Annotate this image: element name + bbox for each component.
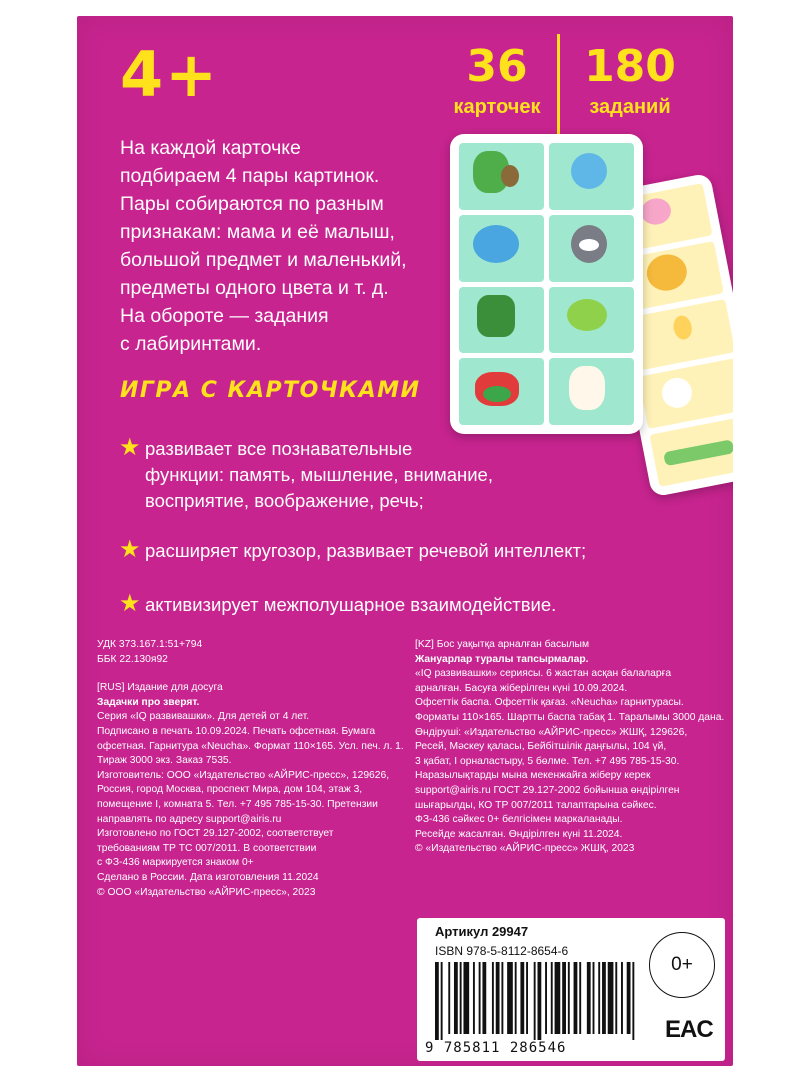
- feature-line: развивает все познавательные: [145, 438, 413, 459]
- star-icon: ★: [119, 434, 141, 461]
- intro-line: признакам: мама и её малыш,: [120, 221, 395, 243]
- intro-line: большой предмет и маленький,: [120, 249, 407, 271]
- imprint-line: Ресей, Мәскеу қаласы, Бейбітшілік даңғылы, 104 үй,: [415, 741, 667, 753]
- imprint-title: Жануарлар туралы тапсырмалар.: [415, 653, 589, 665]
- imprint-line: шығарылды, КО ТР 007/2011 талаптарына сәйкес.: [415, 799, 657, 811]
- eac-mark: EAC: [665, 1016, 713, 1043]
- intro-line: На обороте — задания: [120, 305, 329, 327]
- imprint-line: направлять по адресу support@airis.ru: [97, 813, 282, 825]
- imprint-line: Сделано в России. Дата изготовления 11.2024: [97, 871, 319, 883]
- imprint-kazakh: [415, 638, 724, 857]
- article-number: Артикул 29947: [435, 924, 529, 939]
- imprint-line: © «Издательство «АЙРИС-пресс» ЖШҚ, 2023: [415, 843, 635, 855]
- imprint-line: Ресейде жасалған. Өндірілген күні 11.2024.: [415, 828, 623, 840]
- imprint-line: помещение I, комната 5. Тел. +7 495 785-15-30. Претензии: [97, 798, 378, 810]
- tasks-count-label: заданий: [589, 96, 671, 118]
- cards-count-number: 36: [466, 41, 528, 92]
- imprint-line: Подписано в печать 10.09.2024. Печать офсетная. Бумага: [97, 725, 376, 737]
- intro-line: На каждой карточке: [120, 137, 301, 159]
- age-mark: 0+: [671, 954, 693, 975]
- age-rating: 4+: [120, 38, 220, 111]
- card-front-illustration: [450, 134, 643, 434]
- intro-text: [120, 134, 450, 358]
- imprint-line: 3 қабат, I орналастыру, 5 бөлме. Тел. +7 495 785-15-30.: [415, 755, 680, 767]
- tasks-count-number: 180: [584, 41, 676, 92]
- feature-line: восприятие, воображение, речь;: [145, 490, 424, 511]
- intro-line: с лабиринтами.: [120, 333, 262, 355]
- imprint-line: Серия «IQ развивашки». Для детей от 4 лет.: [97, 711, 310, 723]
- product-back-cover: [77, 16, 733, 1066]
- bbk-code: ББК 22.130я92: [97, 653, 168, 665]
- imprint-line: Тираж 3000 экз. Заказ 7535.: [97, 755, 232, 767]
- star-icon: ★: [119, 536, 141, 563]
- imprint-line: ФЗ-436 сәйкес 0+ белгісімен маркаланады.: [415, 814, 623, 826]
- imprint-russian: [97, 638, 404, 900]
- imprint-language: [RUS] Издание для досуга: [97, 682, 223, 694]
- imprint-line: © ООО «Издательство «АЙРИС-пресс», 2023: [97, 886, 316, 898]
- feature-line: функции: память, мышление, внимание,: [145, 464, 493, 485]
- imprint-line: Наразылықтарды мына мекенжайға жіберу керек: [415, 770, 651, 782]
- barcode-digits: 9 785811 286546: [425, 1040, 567, 1056]
- barcode-panel: [417, 918, 725, 1061]
- section-title: ИГРА С КАРТОЧКАМИ: [120, 378, 421, 403]
- cards-count-label: карточек: [453, 96, 541, 118]
- imprint-title: Задачки про зверят.: [97, 696, 200, 708]
- imprint-line: с ФЗ-436 маркируется знаком 0+: [97, 857, 254, 869]
- feature-item: [119, 592, 556, 618]
- imprint-line: требованиям ТР ТС 007/2011. В соответствии: [97, 842, 317, 854]
- tasks-count: [565, 41, 695, 119]
- udk-code: УДК 373.167.1:51+794: [97, 639, 203, 650]
- intro-line: предметы одного цвета и т. д.: [120, 277, 389, 299]
- barcode-icon: [435, 962, 640, 1040]
- star-icon: ★: [119, 590, 141, 617]
- imprint-line: Россия, город Москва, проспект Мира, дом 104, этаж 3,: [97, 784, 363, 796]
- imprint-line: «IQ развивашки» сериясы. 6 жастан асқан балаларға: [415, 668, 672, 680]
- imprint-line: Изготовитель: ООО «Издательство «АЙРИС-пресс», 129626,: [97, 769, 390, 781]
- isbn: ISBN 978-5-8112-8654-6: [435, 944, 569, 958]
- imprint-line: арналған. Басуға жіберілген күні 10.09.2024.: [415, 682, 628, 694]
- imprint-line: Форматы 110×165. Шартты баспа табақ 1. Таралымы 3000 дана.: [415, 711, 725, 723]
- feature-item: [119, 538, 586, 564]
- imprint-line: Офсеттік баспа. Офсеттік қағаз. «Neucha» гарнитурасы.: [415, 697, 684, 709]
- feature-line: расширяет кругозор, развивает речевой интеллект;: [145, 540, 587, 561]
- imprint-line: support@airis.ru ГОСТ 29.127-2002 бойынша өндірілген: [415, 784, 680, 796]
- feature-line: активизирует межполушарное взаимодействие.: [145, 594, 557, 615]
- feature-item: [119, 436, 493, 514]
- intro-line: подбираем 4 пары картинок.: [120, 165, 380, 187]
- cards-count: [437, 41, 557, 119]
- stats-divider: [557, 34, 560, 144]
- age-mark-seal: [649, 932, 715, 998]
- imprint-language: [KZ] Бос уақытқа арналған басылым: [415, 639, 590, 650]
- imprint-line: Өндіруші: «Издательство «АЙРИС-пресс» ЖШҚ, 129626,: [415, 726, 688, 738]
- imprint-line: офсетная. Гарнитура «Neucha». Формат 110×165. Усл. печ. л. 1.: [97, 740, 404, 752]
- imprint-line: Изготовлено по ГОСТ 29.127-2002, соответствует: [97, 828, 334, 840]
- intro-line: Пары собираются по разным: [120, 193, 384, 215]
